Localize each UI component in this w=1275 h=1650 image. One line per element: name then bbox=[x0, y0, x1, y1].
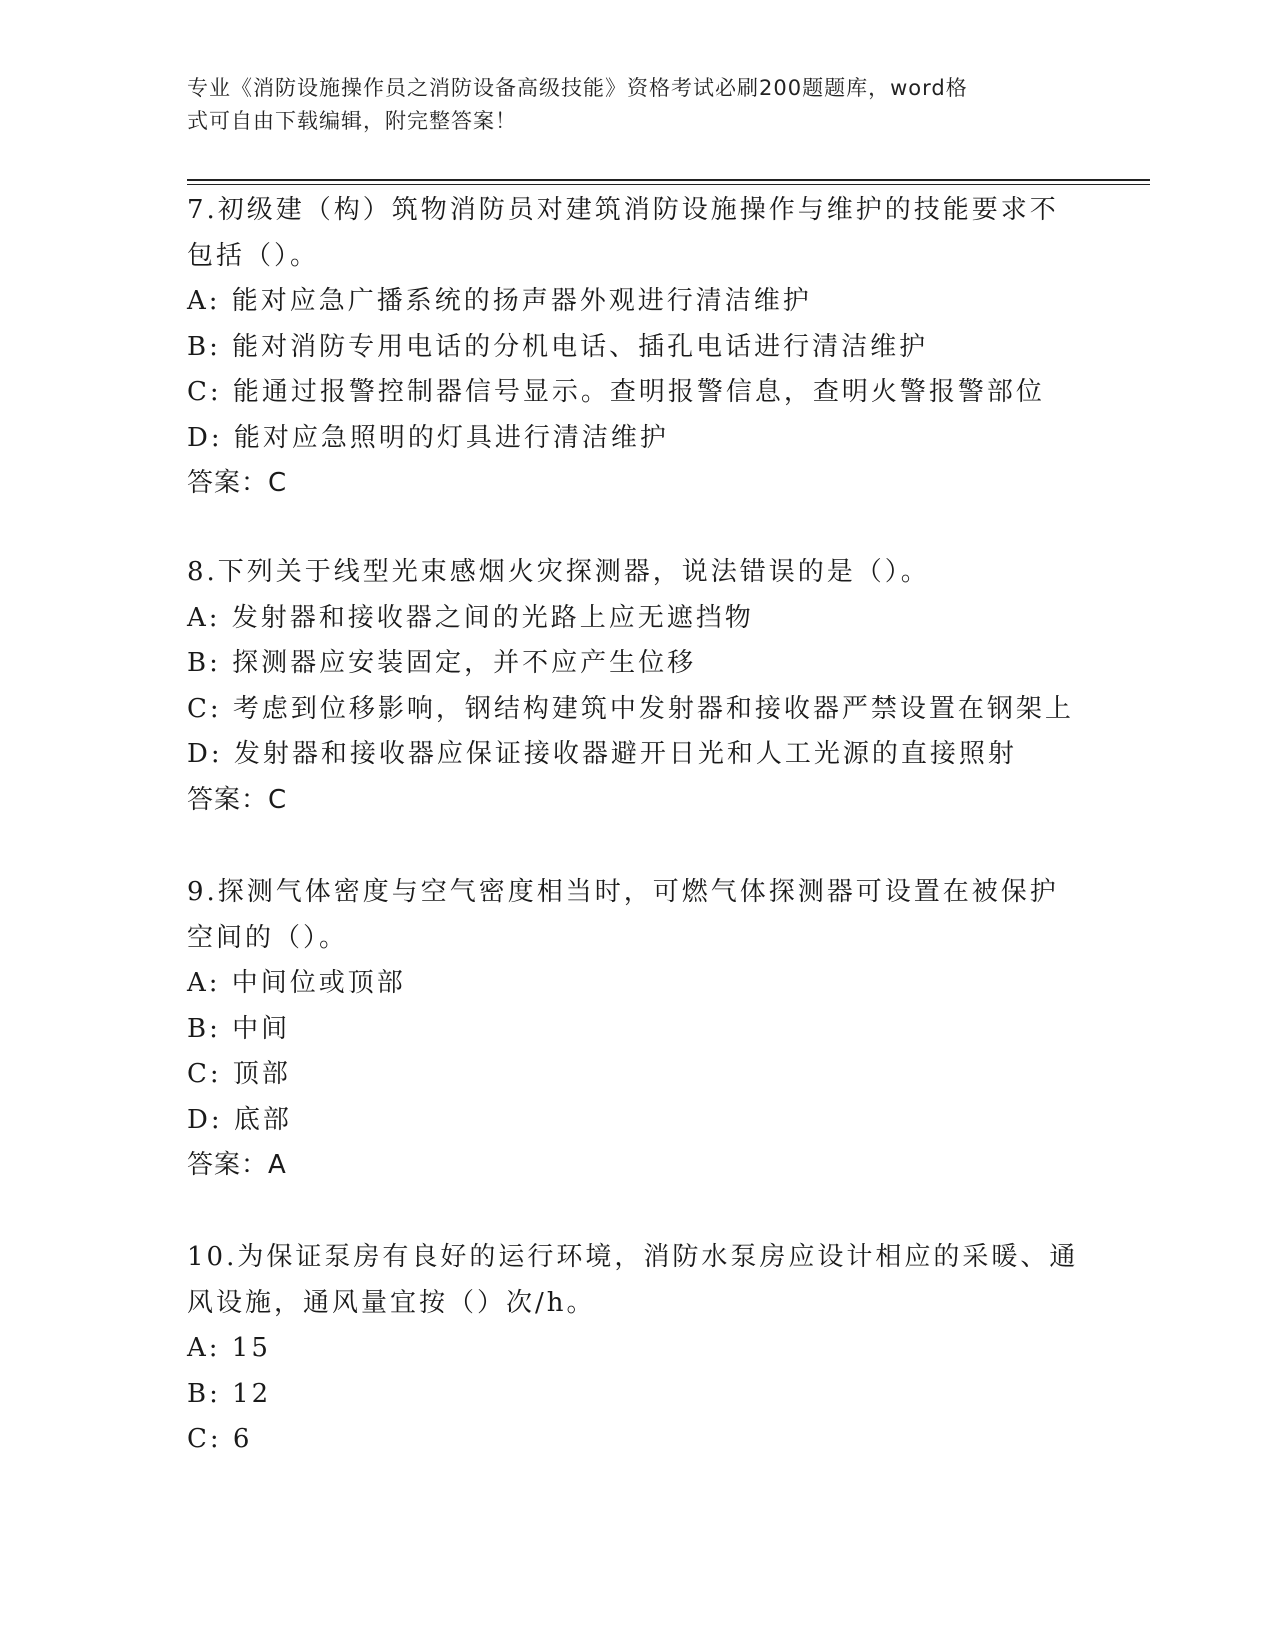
header-line-2: 式可自由下载编辑，附完整答案！ bbox=[187, 109, 517, 133]
option-c: C: 顶部 bbox=[187, 1059, 291, 1089]
option-a: A: 中间位或顶部 bbox=[187, 968, 406, 998]
header-line-1: 专业《消防设施操作员之消防设备高级技能》资格考试必刷200题题库，word格 bbox=[187, 76, 968, 100]
option-a: A: 发射器和接收器之间的光路上应无遮挡物 bbox=[187, 602, 754, 633]
stem-line: 7.初级建（构）筑物消防员对建筑消防设施操作与维护的技能要求不 bbox=[187, 195, 1059, 225]
option-c: C: 能通过报警控制器信号显示。查明报警信息，查明火警报警部位 bbox=[187, 377, 1045, 407]
stem-line: 包括（）。 bbox=[187, 240, 320, 271]
option-a: A: 能对应急广播系统的扬声器外观进行清洁维护 bbox=[187, 286, 812, 316]
option-c: C: 6 bbox=[187, 1424, 253, 1454]
document-header bbox=[187, 72, 1067, 138]
option-d: D: 发射器和接收器应保证接收器避开日光和人工光源的直接照射 bbox=[187, 739, 1017, 769]
stem-line: 8.下列关于线型光束感烟火灾探测器，说法错误的是（）。 bbox=[187, 557, 930, 587]
question-9 bbox=[187, 870, 1087, 1189]
question-7 bbox=[187, 188, 1087, 507]
stem-line: 风设施，通风量宜按（）次/h。 bbox=[187, 1287, 596, 1318]
stem-line: 空间的（）。 bbox=[187, 922, 349, 953]
option-b: B: 能对消防专用电话的分机电话、插孔电话进行清洁维护 bbox=[187, 331, 929, 362]
option-a: A: 15 bbox=[187, 1333, 271, 1363]
header-divider-thin bbox=[187, 184, 1150, 185]
option-d: D: 能对应急照明的灯具进行清洁维护 bbox=[187, 422, 669, 453]
option-b: B: 探测器应安装固定，并不应产生位移 bbox=[187, 648, 697, 678]
answer: 答案：A bbox=[187, 1150, 287, 1180]
question-stem bbox=[187, 1235, 1087, 1326]
header-divider-thick bbox=[187, 179, 1150, 181]
question-stem bbox=[187, 188, 1087, 279]
question-stem bbox=[187, 550, 1087, 596]
option-d: D: 底部 bbox=[187, 1104, 292, 1135]
stem-line: 9.探测气体密度与空气密度相当时，可燃气体探测器可设置在被保护 bbox=[187, 877, 1059, 907]
question-10 bbox=[187, 1235, 1087, 1463]
option-b: B: 中间 bbox=[187, 1013, 291, 1044]
stem-line: 10.为保证泵房有良好的运行环境，消防水泵房应设计相应的采暖、通 bbox=[187, 1242, 1079, 1272]
answer: 答案：C bbox=[187, 784, 288, 815]
question-8 bbox=[187, 550, 1087, 823]
answer: 答案：C bbox=[187, 468, 288, 498]
option-c: C: 考虑到位移影响，钢结构建筑中发射器和接收器严禁设置在钢架上 bbox=[187, 693, 1074, 724]
option-b: B: 12 bbox=[187, 1378, 272, 1409]
question-stem bbox=[187, 870, 1087, 961]
